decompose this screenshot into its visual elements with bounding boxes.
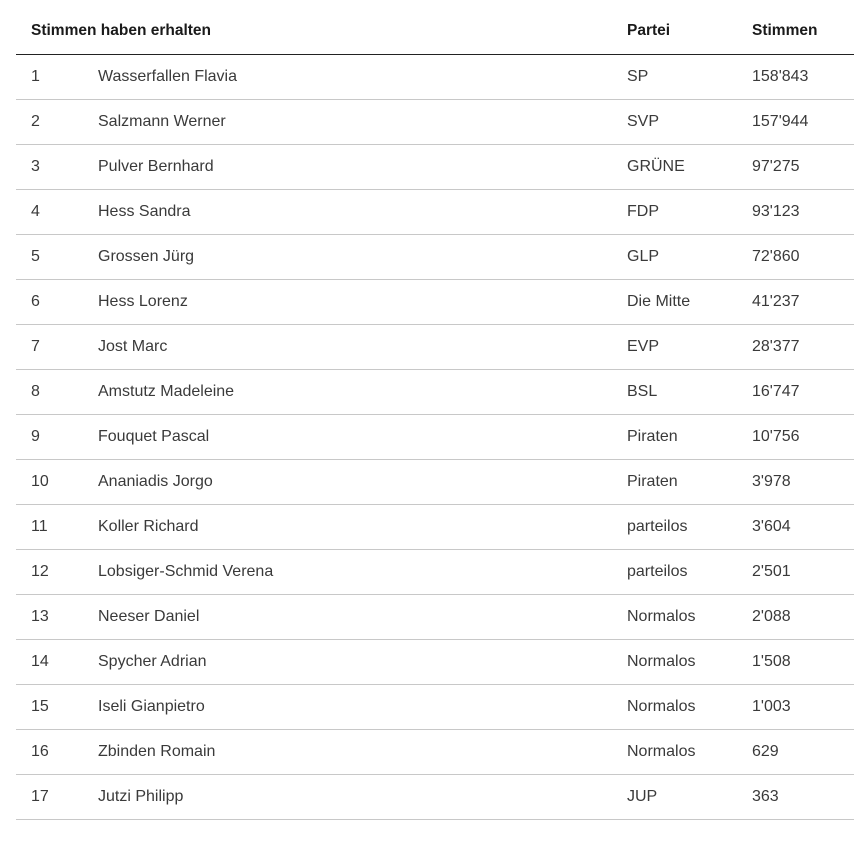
rank-cell: 11 xyxy=(31,518,48,535)
table-row xyxy=(16,235,854,280)
candidate-name-cell: Amstutz Madeleine xyxy=(98,383,235,400)
candidate-name-cell: Spycher Adrian xyxy=(98,653,207,670)
rank-cell: 7 xyxy=(31,338,40,355)
rank-cell: 16 xyxy=(31,743,49,760)
rank-cell: 3 xyxy=(31,158,40,175)
votes-cell: 363 xyxy=(752,788,779,805)
table-body xyxy=(16,55,854,820)
table-row xyxy=(16,370,854,415)
party-cell: JUP xyxy=(627,788,658,805)
party-cell: Piraten xyxy=(627,473,678,490)
table-row xyxy=(16,280,854,325)
rank-cell: 15 xyxy=(31,698,49,715)
votes-cell: 2'501 xyxy=(752,563,791,580)
party-cell: BSL xyxy=(627,383,658,400)
votes-cell: 157'944 xyxy=(752,113,809,130)
rank-cell: 9 xyxy=(31,428,40,445)
votes-cell: 41'237 xyxy=(752,293,800,310)
candidate-name-cell: Koller Richard xyxy=(98,518,199,535)
candidate-name-cell: Jutzi Philipp xyxy=(98,788,184,805)
header-votes: Stimmen xyxy=(752,22,818,39)
candidate-name-cell: Lobsiger-Schmid Verena xyxy=(98,563,274,580)
party-cell: Normalos xyxy=(627,608,696,625)
party-cell: SVP xyxy=(627,113,660,130)
votes-cell: 16'747 xyxy=(752,383,800,400)
rank-cell: 17 xyxy=(31,788,49,805)
rank-cell: 14 xyxy=(31,653,49,670)
candidate-name-cell: Pulver Bernhard xyxy=(98,158,214,175)
rank-cell: 4 xyxy=(31,203,40,220)
candidate-name-cell: Iseli Gianpietro xyxy=(98,698,205,715)
rank-cell: 6 xyxy=(31,293,40,310)
votes-cell: 72'860 xyxy=(752,248,800,265)
candidate-name-cell: Wasserfallen Flavia xyxy=(98,68,238,85)
party-cell: parteilos xyxy=(627,563,688,580)
header-party: Partei xyxy=(627,22,671,39)
votes-cell: 10'756 xyxy=(752,428,800,445)
rank-cell: 8 xyxy=(31,383,40,400)
table-row xyxy=(16,640,854,685)
party-cell: parteilos xyxy=(627,518,688,535)
candidate-name-cell: Jost Marc xyxy=(98,338,168,355)
votes-cell: 2'088 xyxy=(752,608,791,625)
party-cell: Normalos xyxy=(627,743,696,760)
candidate-name-cell: Fouquet Pascal xyxy=(98,428,210,445)
table-row xyxy=(16,190,854,235)
party-cell: GLP xyxy=(627,248,660,265)
table-header xyxy=(16,9,854,55)
rank-cell: 5 xyxy=(31,248,40,265)
candidate-name-cell: Zbinden Romain xyxy=(98,743,216,760)
rank-cell: 13 xyxy=(31,608,49,625)
votes-cell: 3'604 xyxy=(752,518,791,535)
table-row xyxy=(16,55,854,100)
table-row xyxy=(16,775,854,820)
table-row xyxy=(16,595,854,640)
votes-cell: 1'508 xyxy=(752,653,791,670)
votes-cell: 28'377 xyxy=(752,338,800,355)
votes-cell: 1'003 xyxy=(752,698,791,715)
results-table xyxy=(16,9,854,820)
party-cell: EVP xyxy=(627,338,660,355)
table-row xyxy=(16,100,854,145)
rank-cell: 12 xyxy=(31,563,49,580)
candidate-name-cell: Grossen Jürg xyxy=(98,248,195,265)
votes-cell: 629 xyxy=(752,743,779,760)
table-row xyxy=(16,505,854,550)
rank-cell: 1 xyxy=(31,68,40,85)
table-row xyxy=(16,325,854,370)
rank-cell: 2 xyxy=(31,113,40,130)
votes-cell: 158'843 xyxy=(752,68,809,85)
header-candidate: Stimmen haben erhalten xyxy=(31,22,212,39)
party-cell: Piraten xyxy=(627,428,678,445)
candidate-name-cell: Hess Sandra xyxy=(98,203,191,220)
candidate-name-cell: Salzmann Werner xyxy=(98,113,226,130)
party-cell: GRÜNE xyxy=(627,158,685,175)
party-cell: Normalos xyxy=(627,698,696,715)
candidate-name-cell: Neeser Daniel xyxy=(98,608,200,625)
party-cell: SP xyxy=(627,68,649,85)
party-cell: Normalos xyxy=(627,653,696,670)
rank-cell: 10 xyxy=(31,473,49,490)
candidate-name-cell: Hess Lorenz xyxy=(98,293,188,310)
table-row xyxy=(16,730,854,775)
table-row xyxy=(16,460,854,505)
table-row xyxy=(16,145,854,190)
votes-cell: 93'123 xyxy=(752,203,800,220)
table-row xyxy=(16,685,854,730)
table-row xyxy=(16,415,854,460)
party-cell: FDP xyxy=(627,203,659,220)
candidate-name-cell: Ananiadis Jorgo xyxy=(98,473,213,490)
party-cell: Die Mitte xyxy=(627,293,691,310)
votes-cell: 3'978 xyxy=(752,473,791,490)
votes-cell: 97'275 xyxy=(752,158,800,175)
table-row xyxy=(16,550,854,595)
